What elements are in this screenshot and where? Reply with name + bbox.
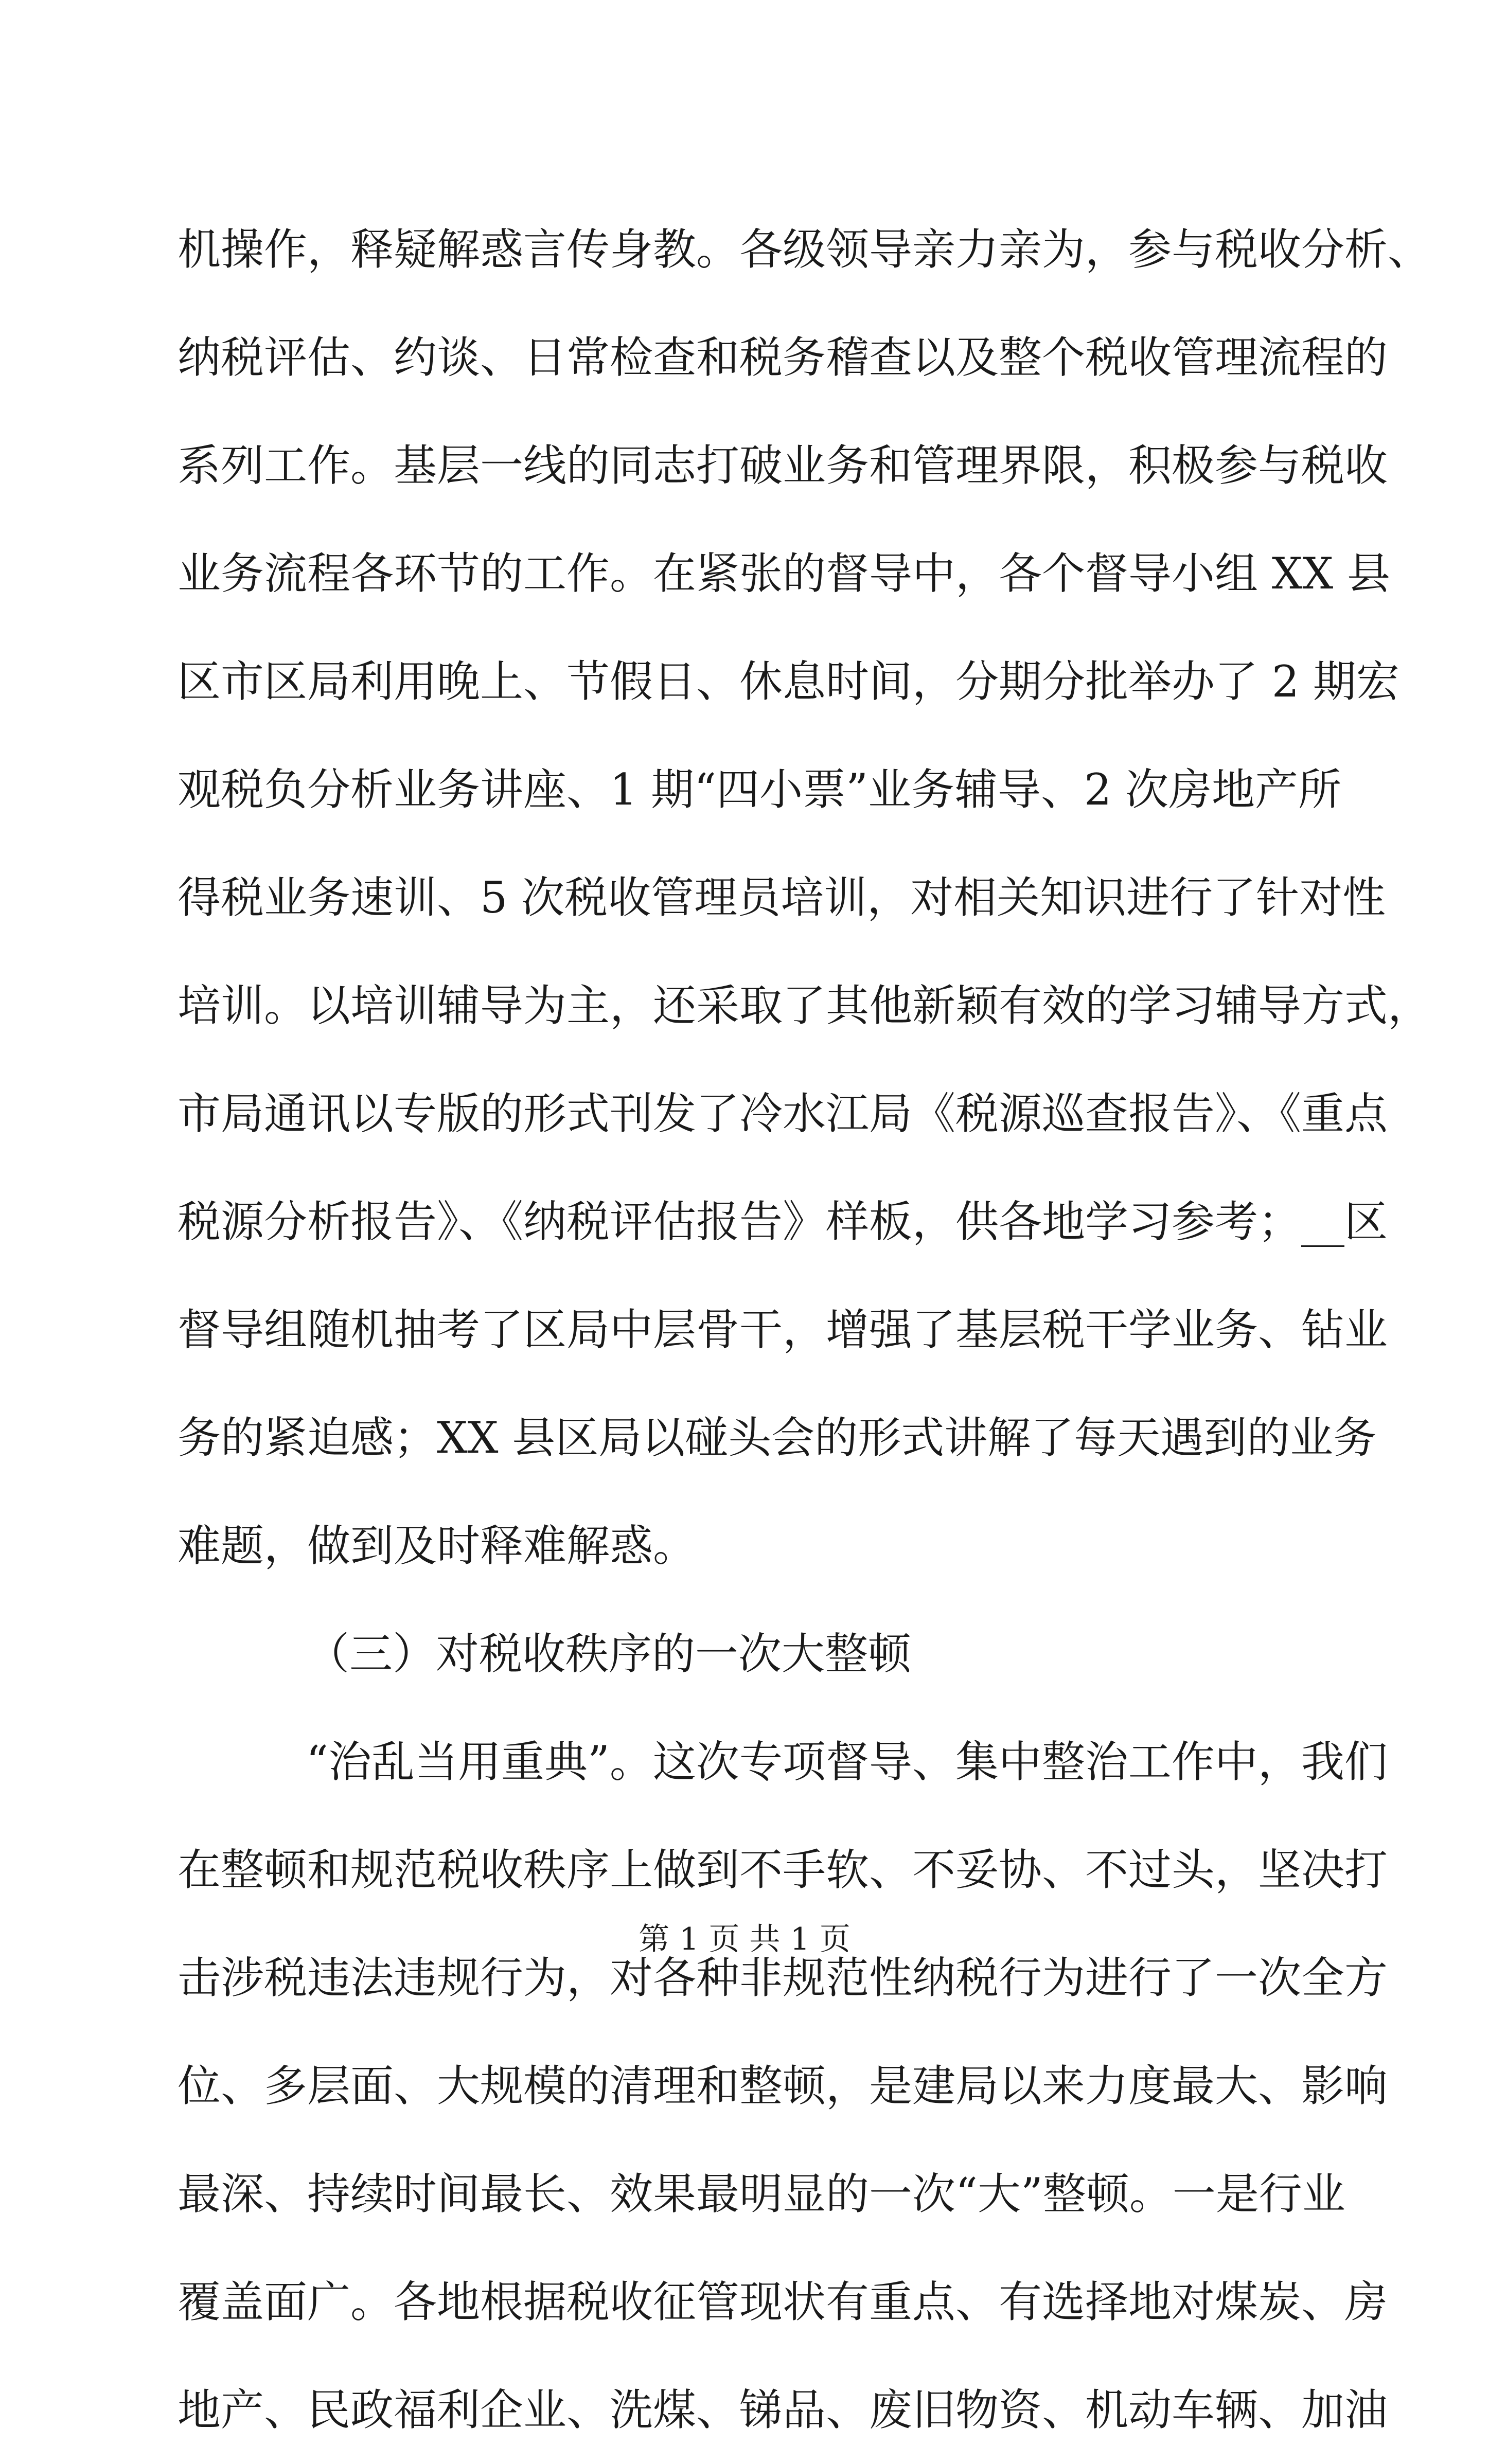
text-line: 督导组随机抽考了区局中层骨干，增强了基层税干学业务、钻业	[178, 1305, 1388, 1355]
text-line: 系列工作。基层一线的同志打破业务和管理界限，积极参与税收	[178, 440, 1388, 491]
text-line: 纳税评估、约谈、日常检查和税务稽查以及整个税收管理流程的	[178, 332, 1388, 383]
text-line: 击涉税违法违规行为，对各种非规范性纳税行为进行了一次全方	[178, 1953, 1388, 2003]
text-line: 覆盖面广。各地根据税收征管现状有重点、有选择地对煤炭、房	[178, 2277, 1388, 2327]
text-line: 难题，做到及时释难解惑。	[178, 1521, 697, 1571]
text-line: 机操作，释疑解惑言传身教。各级领导亲力亲为，参与税收分析、	[178, 224, 1431, 275]
text-line: 税源分析报告》、《纳税评估报告》样板，供各地学习参考；__区	[178, 1197, 1388, 1247]
text-line: 业务流程各环节的工作。在紧张的督导中，各个督导小组 XX 县	[178, 548, 1391, 599]
text-line: 最深、持续时间最长、效果最明显的一次“大”整顿。一是行业	[178, 2169, 1345, 2219]
text-line: 区市区局利用晚上、节假日、休息时间，分期分批举办了 2 期宏	[178, 656, 1399, 707]
text-line: 市局通讯以专版的形式刊发了冷水江局《税源巡查报告》、《重点	[178, 1088, 1388, 1139]
document-body	[178, 195, 1431, 2464]
text-line: 务的紧迫感；XX 县区局以碰头会的形式讲解了每天遇到的业务	[178, 1413, 1377, 1463]
text-line: 在整顿和规范税收秩序上做到不手软、不妥协、不过头，坚决打	[178, 1845, 1388, 1895]
text-line: 地产、民政福利企业、洗煤、锑品、废旧物资、机动车辆、加油	[178, 2385, 1388, 2435]
text-line: “治乱当用重典”。这次专项督导、集中整治工作中，我们	[306, 1737, 1388, 1787]
text-line: 位、多层面、大规模的清理和整顿，是建局以来力度最大、影响	[178, 2061, 1388, 2111]
text-line: 得税业务速训、5 次税收管理员培训，对相关知识进行了针对性	[178, 872, 1386, 923]
text-line: 观税负分析业务讲座、1 期“四小票”业务辅导、2 次房地产所	[178, 764, 1342, 815]
section-heading: （三）对税收秩序的一次大整顿	[306, 1629, 912, 1679]
text-line: 培训。以培训辅导为主，还采取了其他新颖有效的学习辅导方式，	[178, 980, 1431, 1031]
page-footer: 第 1 页 共 1 页	[639, 1921, 850, 1957]
